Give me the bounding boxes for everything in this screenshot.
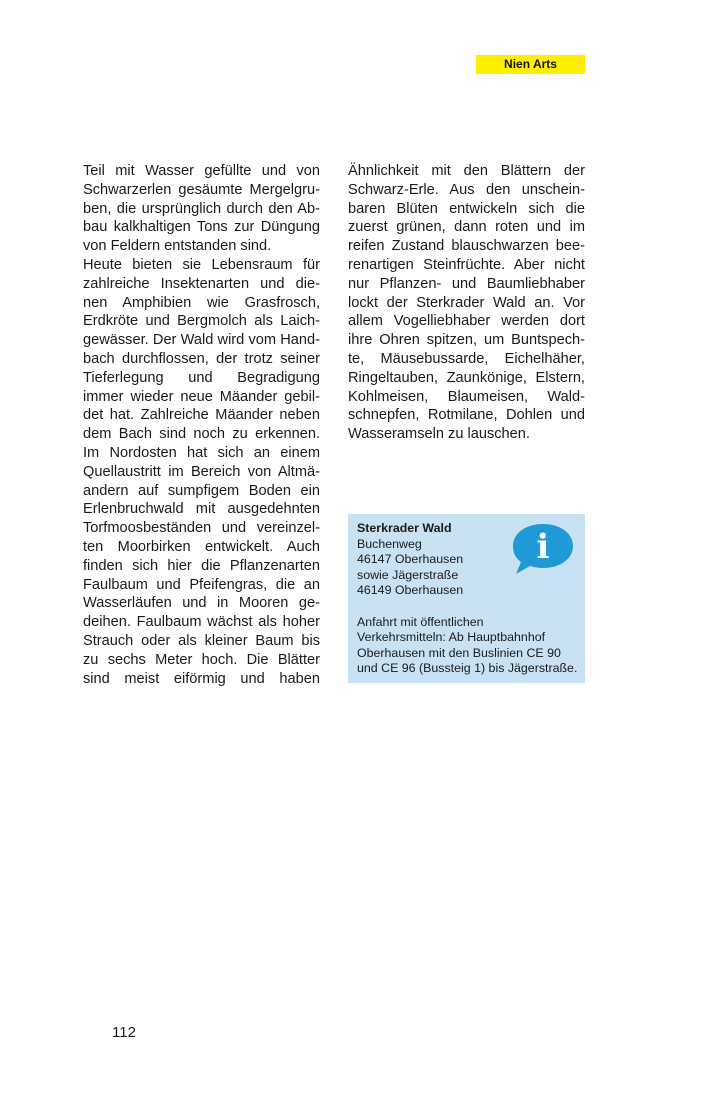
info-box (348, 514, 585, 683)
text-line: Erdkröte und Bergmolch als Laich- (83, 313, 320, 330)
text-line: allem Vogelliebhaber werden dort (348, 313, 585, 330)
section-tag: Nien Arts (476, 55, 585, 74)
text-line: Strauch oder als kleiner Baum bis (83, 632, 320, 649)
text-line: deihen. Faulbaum wächst als hoher (83, 614, 320, 631)
text-line: Wasseramseln zu lauschen. (348, 426, 530, 443)
text-line: ihre Ohren spitzen, um Buntspech- (348, 332, 585, 349)
text-line: dem Bach sind noch zu erkennen. (83, 426, 320, 443)
left-text-column (83, 162, 320, 688)
text-line: gewässer. Der Wald wird vom Hand- (83, 332, 320, 349)
text-line: zu sechs Meter hoch. Die Blätter (83, 651, 320, 668)
text-line: Kohlmeisen, Blaumeisen, Wald- (348, 388, 585, 405)
text-line: Im Nordosten hat sich an einem (83, 444, 320, 461)
text-line: zahlreiche Insektenarten und die- (83, 275, 320, 292)
address-line: 46149 Oberhausen (357, 583, 464, 598)
text-line: Teil mit Wasser gefüllte und von (83, 163, 320, 179)
text-line: finden sich hier die Pflanzenarten (83, 557, 320, 574)
directions-line: Verkehrsmitteln: Ab Hauptbahnhof (357, 630, 546, 645)
text-line: Schwarz-Erle. Aus den unschein- (348, 181, 585, 198)
text-line: Faulbaum und Pfeifengras, die an (83, 576, 320, 593)
text-line: renartigen Steinfrüchte. Aber nicht (348, 256, 585, 273)
text-line: ben, die ursprünglich durch den Ab- (83, 200, 320, 217)
page-number: 112 (112, 1024, 136, 1041)
text-line: Ähnlichkeit mit den Blättern der (348, 163, 585, 179)
text-line: andern auf sumpfigem Boden ein (83, 482, 320, 499)
text-line: Ringeltauben, Zaunkönige, Elstern, (348, 369, 585, 386)
text-line: te, Mäusebussarde, Eichelhäher, (348, 350, 585, 367)
text-line: bau kalkhaltigen Tons zur Düngung (83, 219, 320, 236)
text-line: Quellaustritt im Bereich von Altmä- (83, 463, 320, 480)
text-line: bach durchflossen, der trotz seiner (83, 350, 320, 367)
text-line: nen Amphibien wie Grasfrosch, (83, 294, 320, 311)
directions-line: Anfahrt mit öffentlichen (357, 614, 484, 629)
info-letter: i (536, 527, 550, 567)
text-line: Tieferlegung und Begradigung (83, 369, 320, 386)
text-line: ten Moorbirken entwickelt. Auch (83, 538, 320, 555)
address-line: sowie Jägerstraße (357, 567, 459, 582)
text-line: von Feldern entstanden sind. (83, 238, 272, 255)
info-speech-bubble-icon (511, 522, 575, 576)
address-line: 46147 Oberhausen (357, 552, 464, 567)
text-line: reifen Zustand blauschwarzen bee- (348, 238, 585, 255)
text-line: immer wieder neue Mäander gebil- (83, 388, 320, 405)
text-line: Schwarzerlen gesäumte Mergelgru- (83, 181, 320, 198)
text-line: schnepfen, Rotmilane, Dohlen und (348, 407, 585, 424)
right-text-column (348, 162, 585, 444)
text-line: sind meist eiförmig und haben (83, 670, 320, 687)
text-line: baren Blüten entwickeln sich die (348, 200, 585, 217)
text-line: zuerst grünen, dann roten und im (348, 219, 585, 236)
text-line: Wasserläufen und in Mooren ge- (83, 595, 320, 612)
text-line: lockt der Sterkrader Wald an. Vor (348, 294, 585, 311)
directions-line: Oberhausen mit den Buslinien CE 90 (357, 645, 561, 660)
info-box-title: Sterkrader Wald (357, 521, 452, 535)
address-line: Buchenweg (357, 536, 422, 551)
directions-line: und CE 96 (Bussteig 1) bis Jägerstraße. (357, 661, 578, 676)
text-line: Torfmoosbeständen und vereinzel- (83, 520, 320, 537)
text-line: nur Pflanzen- und Baumliebhaber (348, 275, 585, 292)
spacer (357, 599, 577, 615)
text-line: Heute bieten sie Lebensraum für (83, 256, 320, 273)
text-line: det hat. Zahlreiche Mäander neben (83, 407, 320, 424)
text-line: Erlenbruchwald mit ausgedehnten (83, 501, 320, 518)
